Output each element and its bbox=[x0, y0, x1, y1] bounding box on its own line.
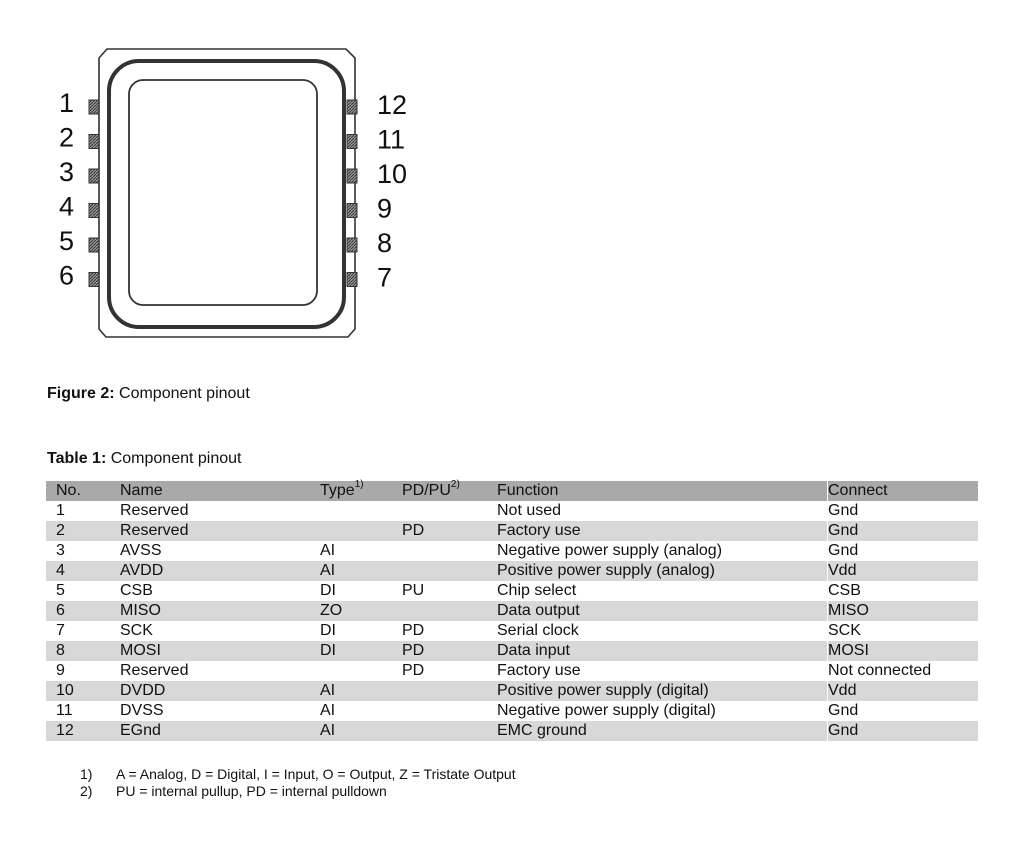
cell-pdpu bbox=[402, 721, 497, 741]
cell-connect: Gnd bbox=[828, 541, 979, 561]
pin-number-label: 7 bbox=[377, 262, 393, 293]
figure-caption-text: Component pinout bbox=[114, 385, 250, 402]
cell-no: 1 bbox=[56, 502, 65, 519]
cell-name: CSB bbox=[120, 582, 153, 599]
cell-no: 3 bbox=[56, 542, 65, 559]
cell-function: Data output bbox=[497, 602, 580, 619]
cell-name: AVDD bbox=[120, 562, 164, 579]
cell-function: Negative power supply (analog) bbox=[497, 542, 723, 559]
cell-pdpu bbox=[402, 561, 497, 581]
cell-no: 7 bbox=[56, 622, 65, 639]
table-row bbox=[46, 521, 978, 541]
pin-number-label: 3 bbox=[58, 157, 74, 187]
cell-name: AVSS bbox=[120, 542, 162, 559]
pin-number-label: 10 bbox=[377, 159, 408, 189]
pin-pad bbox=[347, 238, 357, 252]
pin-pad bbox=[89, 135, 99, 149]
pin-pad bbox=[347, 169, 357, 183]
cell-function: Factory use bbox=[497, 662, 581, 679]
cell-connect: Vdd bbox=[828, 681, 979, 701]
footnote-1 bbox=[80, 766, 516, 783]
figure-caption-label: Figure 2: bbox=[47, 385, 115, 402]
cell-no: 10 bbox=[56, 682, 74, 699]
table-row bbox=[46, 661, 978, 681]
table-row bbox=[46, 601, 978, 621]
pin-pad bbox=[89, 238, 99, 252]
cell-pdpu bbox=[402, 681, 497, 701]
cell-connect: Not connected bbox=[828, 661, 979, 681]
pin-pad bbox=[89, 273, 99, 287]
cell-type: AI bbox=[320, 562, 336, 579]
cell-name: MISO bbox=[120, 602, 161, 619]
cell-name: DVSS bbox=[120, 702, 164, 719]
cell-function: Positive power supply (digital) bbox=[497, 682, 709, 699]
cell-type: AI bbox=[320, 542, 336, 559]
cell-name: DVDD bbox=[120, 682, 166, 699]
header-function: Function bbox=[497, 482, 559, 499]
cell-name: SCK bbox=[120, 622, 153, 639]
cell-type: DI bbox=[320, 582, 336, 599]
cell-no: 12 bbox=[56, 722, 74, 739]
pin-number-label: 5 bbox=[58, 226, 74, 256]
cell-no: 5 bbox=[56, 582, 65, 599]
cell-no: 2 bbox=[56, 522, 65, 539]
cell-function: Positive power supply (analog) bbox=[497, 562, 715, 579]
header-pdpu-label: PD/PU bbox=[402, 482, 451, 499]
cell-pdpu: PD bbox=[402, 642, 425, 659]
cell-pdpu bbox=[402, 541, 497, 561]
pin-pad bbox=[347, 204, 357, 218]
cell-function: Data input bbox=[497, 642, 570, 659]
cell-pdpu bbox=[402, 501, 497, 521]
cell-connect: Vdd bbox=[828, 561, 979, 581]
pin-number-label: 1 bbox=[58, 88, 74, 118]
left-pin-pads bbox=[89, 100, 99, 287]
cell-no: 9 bbox=[56, 662, 65, 679]
pin-number-label: 6 bbox=[58, 260, 74, 291]
pinout-table bbox=[46, 478, 978, 741]
pin-pad bbox=[89, 100, 99, 114]
pin-pad bbox=[347, 273, 357, 287]
pin-pad bbox=[89, 204, 99, 218]
cell-name: Reserved bbox=[120, 502, 189, 519]
cell-type: DI bbox=[320, 642, 336, 659]
cell-type: AI bbox=[320, 702, 336, 719]
table-row bbox=[46, 561, 978, 581]
footnote-1-mark: 1) bbox=[80, 766, 93, 782]
table-caption bbox=[47, 450, 241, 468]
cell-no: 11 bbox=[56, 702, 73, 719]
pin-number-label: 12 bbox=[377, 90, 408, 120]
table-row bbox=[46, 621, 978, 641]
header-connect: Connect bbox=[828, 481, 979, 501]
table-header-row bbox=[46, 481, 978, 501]
pinout-diagram bbox=[0, 0, 1024, 370]
cell-connect: MISO bbox=[828, 601, 979, 621]
cell-function: Chip select bbox=[497, 582, 577, 599]
pin-number-label: 11 bbox=[377, 124, 406, 155]
cell-connect: MOSI bbox=[828, 641, 979, 661]
cell-pdpu bbox=[402, 601, 497, 621]
header-pdpu-footnote: 2) bbox=[450, 478, 460, 490]
cell-name: Reserved bbox=[120, 662, 189, 679]
cell-pdpu: PU bbox=[402, 582, 425, 599]
cell-function: Factory use bbox=[497, 522, 581, 539]
pin-number-label: 8 bbox=[377, 228, 393, 258]
cell-type bbox=[320, 521, 402, 541]
cell-connect: Gnd bbox=[828, 721, 979, 741]
pin-number-label: 4 bbox=[58, 191, 74, 222]
header-name: Name bbox=[120, 482, 163, 499]
table-row bbox=[46, 581, 978, 601]
figure-caption bbox=[47, 385, 250, 403]
cell-name: EGnd bbox=[120, 722, 161, 739]
right-pin-labels bbox=[377, 90, 407, 293]
pin-pad bbox=[347, 100, 357, 114]
cell-function: Negative power supply (digital) bbox=[497, 702, 716, 719]
cell-pdpu: PD bbox=[402, 622, 425, 639]
cell-pdpu: PD bbox=[402, 662, 425, 679]
cell-function: Not used bbox=[497, 502, 562, 519]
cell-connect: Gnd bbox=[828, 501, 979, 521]
cell-type: AI bbox=[320, 722, 336, 739]
cell-type: DI bbox=[320, 622, 336, 639]
cell-type: ZO bbox=[320, 602, 343, 619]
table-row bbox=[46, 681, 978, 701]
cell-type: AI bbox=[320, 682, 336, 699]
chip-body bbox=[99, 49, 355, 337]
left-pin-labels bbox=[59, 88, 74, 291]
cell-connect: SCK bbox=[828, 621, 979, 641]
cell-name: Reserved bbox=[120, 522, 189, 539]
cell-no: 8 bbox=[56, 642, 65, 659]
table-row bbox=[46, 641, 978, 661]
pin-number-label: 9 bbox=[377, 193, 393, 224]
header-type-footnote: 1) bbox=[354, 478, 364, 490]
footnote-1-text: A = Analog, D = Digital, I = Input, O = Output, Z = Tristate Output bbox=[116, 766, 516, 782]
cell-connect: Gnd bbox=[828, 701, 979, 721]
header-pdpu bbox=[402, 478, 497, 501]
table-row bbox=[46, 701, 978, 721]
header-no: No. bbox=[56, 482, 81, 499]
cell-connect: CSB bbox=[828, 581, 979, 601]
cell-pdpu: PD bbox=[402, 522, 425, 539]
cell-function: EMC ground bbox=[497, 722, 587, 739]
footnote-2 bbox=[80, 783, 516, 800]
footnote-2-mark: 2) bbox=[80, 783, 93, 799]
header-type-label: Type bbox=[320, 482, 355, 499]
table-row bbox=[46, 721, 978, 741]
cell-type bbox=[320, 661, 402, 681]
cell-pdpu bbox=[402, 701, 497, 721]
table-row bbox=[46, 501, 978, 521]
cell-connect: Gnd bbox=[828, 521, 979, 541]
pin-number-label: 2 bbox=[58, 122, 74, 153]
cell-name: MOSI bbox=[120, 642, 161, 659]
pin-pad bbox=[347, 135, 357, 149]
header-type bbox=[320, 478, 402, 501]
cell-function: Serial clock bbox=[497, 622, 579, 639]
pin-pad bbox=[89, 169, 99, 183]
table-caption-label: Table 1: bbox=[47, 450, 107, 467]
cell-type bbox=[320, 501, 402, 521]
footnotes bbox=[80, 766, 516, 800]
table-caption-text: Component pinout bbox=[106, 450, 242, 467]
cell-no: 6 bbox=[56, 602, 65, 619]
footnote-2-text: PU = internal pullup, PD = internal pulldown bbox=[116, 783, 387, 799]
cell-no: 4 bbox=[56, 562, 65, 579]
table-row bbox=[46, 541, 978, 561]
